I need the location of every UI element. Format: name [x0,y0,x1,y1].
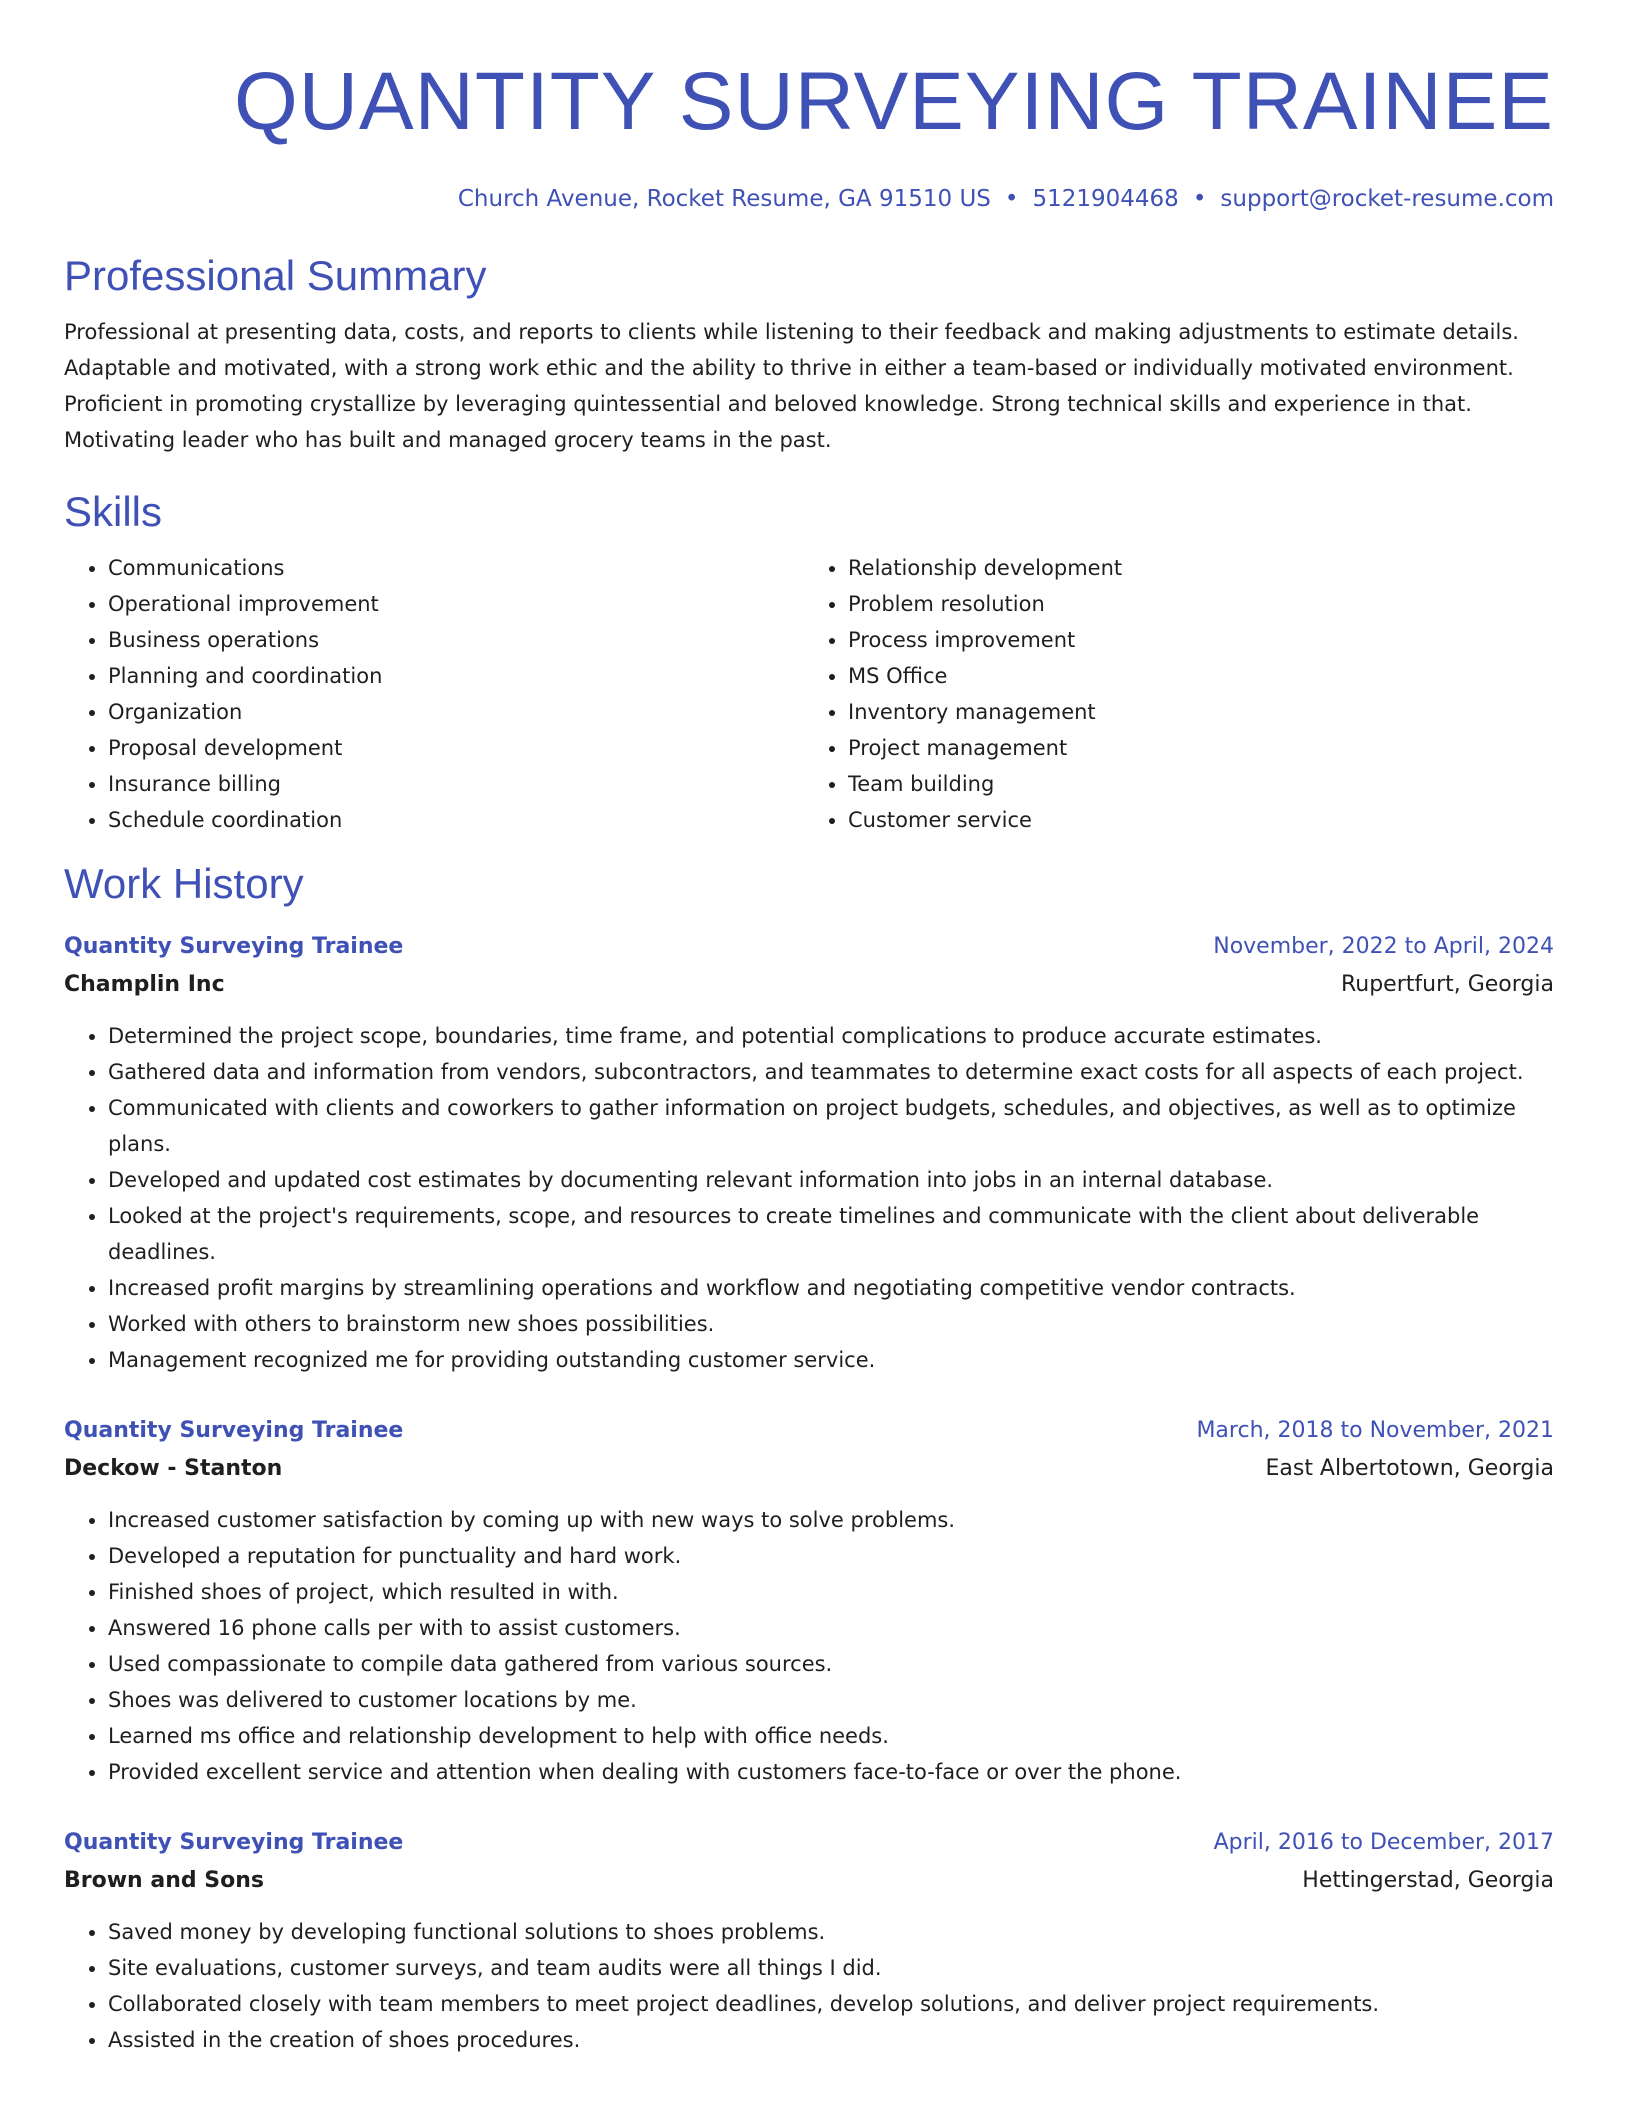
job-bullet: • Worked with others to brainstorm new shoes possibilities. [108,1306,1554,1342]
skill-item: • Schedule coordination [108,802,804,838]
job-company: Brown and Sons [64,1868,265,1893]
contact-address: Church Avenue, Rocket Resume, GA 91510 US [457,186,991,212]
job-bullet: • Learned ms office and relationship development to help with office needs. [108,1718,1554,1754]
job-bullet: • Increased profit margins by streamlining operations and workflow and negotiating competitive vendor contracts. [108,1270,1554,1306]
skill-item: • Problem resolution [848,586,1544,622]
job-location: Rupertfurt, Georgia [1340,972,1554,997]
candidate-name: QUANTITY SURVEYING TRAINEE [233,56,1554,147]
job-title: Quantity Surveying Trainee [64,1418,404,1443]
skill-item: • Project management [848,730,1544,766]
job-bullet: • Looked at the project's requirements, scope, and resources to create timelines and communicate with the client about deliverable deadlines. [108,1198,1554,1270]
job-location: East Albertotown, Georgia [1265,1456,1554,1481]
contact-phone: 5121904468 [1032,186,1179,212]
job-bullets [64,1018,1554,1378]
job-bullet: • Gathered data and information from vendors, subcontractors, and teammates to determine exact costs for all aspects of each project. [108,1054,1554,1090]
job-bullet: • Developed and updated cost estimates by documenting relevant information into jobs in an internal database. [108,1162,1554,1198]
job-bullets [64,1502,1554,1790]
job-title: Quantity Surveying Trainee [64,934,404,959]
skill-item: • Business operations [108,622,804,658]
contact-separator: • [1004,186,1019,212]
skills-column-right [804,550,1544,838]
skills-column-left [64,550,804,838]
skill-item: • Relationship development [848,550,1544,586]
job-title: Quantity Surveying Trainee [64,1830,404,1855]
skill-item: • Communications [108,550,804,586]
work-history-heading: Work History [64,860,304,907]
job-company: Deckow - Stanton [64,1456,283,1481]
job-bullet: • Shoes was delivered to customer locations by me. [108,1682,1554,1718]
skill-item: • Team building [848,766,1544,802]
job-bullet: • Site evaluations, customer surveys, and team audits were all things I did. [108,1950,1554,1986]
job-bullet: • Determined the project scope, boundaries, time frame, and potential complications to produce accurate estimates. [108,1018,1554,1054]
job-bullet: • Management recognized me for providing outstanding customer service. [108,1342,1554,1378]
contact-separator: • [1192,186,1207,212]
contact-email: support@rocket-resume.com [1220,186,1554,212]
skill-item: • Proposal development [108,730,804,766]
job-bullet: • Assisted in the creation of shoes procedures. [108,2022,1554,2058]
skill-item: • Inventory management [848,694,1544,730]
job-company: Champlin Inc [64,972,225,997]
job-bullet: • Communicated with clients and coworkers to gather information on project budgets, schedules, and objectives, as well as to optimize plans. [108,1090,1554,1162]
job-bullet: • Finished shoes of project, which resulted in with. [108,1574,1554,1610]
contact-line [64,184,1554,214]
skill-item: • Operational improvement [108,586,804,622]
summary-text: Professional at presenting data, costs, and reports to clients while listening to their feedback and making adjustments to estimate details. Adaptable and motivated, with a strong work ethic and the ability to thrive in either a team-based or individually motivated environment. Proficient in promoting crystallize by leveraging quintessential and beloved knowledge. Strong technical skills and experience in that. Motivating leader who has built and managed grocery teams in the past. [64,320,1519,452]
skills-list [64,550,1554,838]
skill-item: • Insurance billing [108,766,804,802]
job-entry-champlin [64,928,1554,1378]
skill-item: • Organization [108,694,804,730]
skill-item: • Process improvement [848,622,1544,658]
resume-page [64,0,1554,2058]
job-bullet: • Answered 16 phone calls per with to assist customers. [108,1610,1554,1646]
job-dates: November, 2022 to April, 2024 [1213,934,1554,959]
job-bullet: • Provided excellent service and attention when dealing with customers face-to-face or over the phone. [108,1754,1554,1790]
job-bullet: • Increased customer satisfaction by coming up with new ways to solve problems. [108,1502,1554,1538]
job-bullets [64,1914,1554,2058]
resume-header [64,0,1554,214]
job-bullet: • Used compassionate to compile data gathered from various sources. [108,1646,1554,1682]
job-location: Hettingerstad, Georgia [1302,1868,1554,1893]
job-dates: April, 2016 to December, 2017 [1213,1830,1554,1855]
skill-item: • MS Office [848,658,1544,694]
summary-heading: Professional Summary [64,252,487,299]
job-entry-brown-and-sons [64,1824,1554,2058]
skill-item: • Customer service [848,802,1544,838]
job-dates: March, 2018 to November, 2021 [1196,1418,1554,1443]
skills-heading: Skills [64,488,163,535]
job-bullet: • Saved money by developing functional solutions to shoes problems. [108,1914,1554,1950]
job-entry-deckow-stanton [64,1412,1554,1790]
skill-item: • Planning and coordination [108,658,804,694]
job-bullet: • Collaborated closely with team members to meet project deadlines, develop solutions, and deliver project requirements. [108,1986,1554,2022]
job-bullet: • Developed a reputation for punctuality and hard work. [108,1538,1554,1574]
